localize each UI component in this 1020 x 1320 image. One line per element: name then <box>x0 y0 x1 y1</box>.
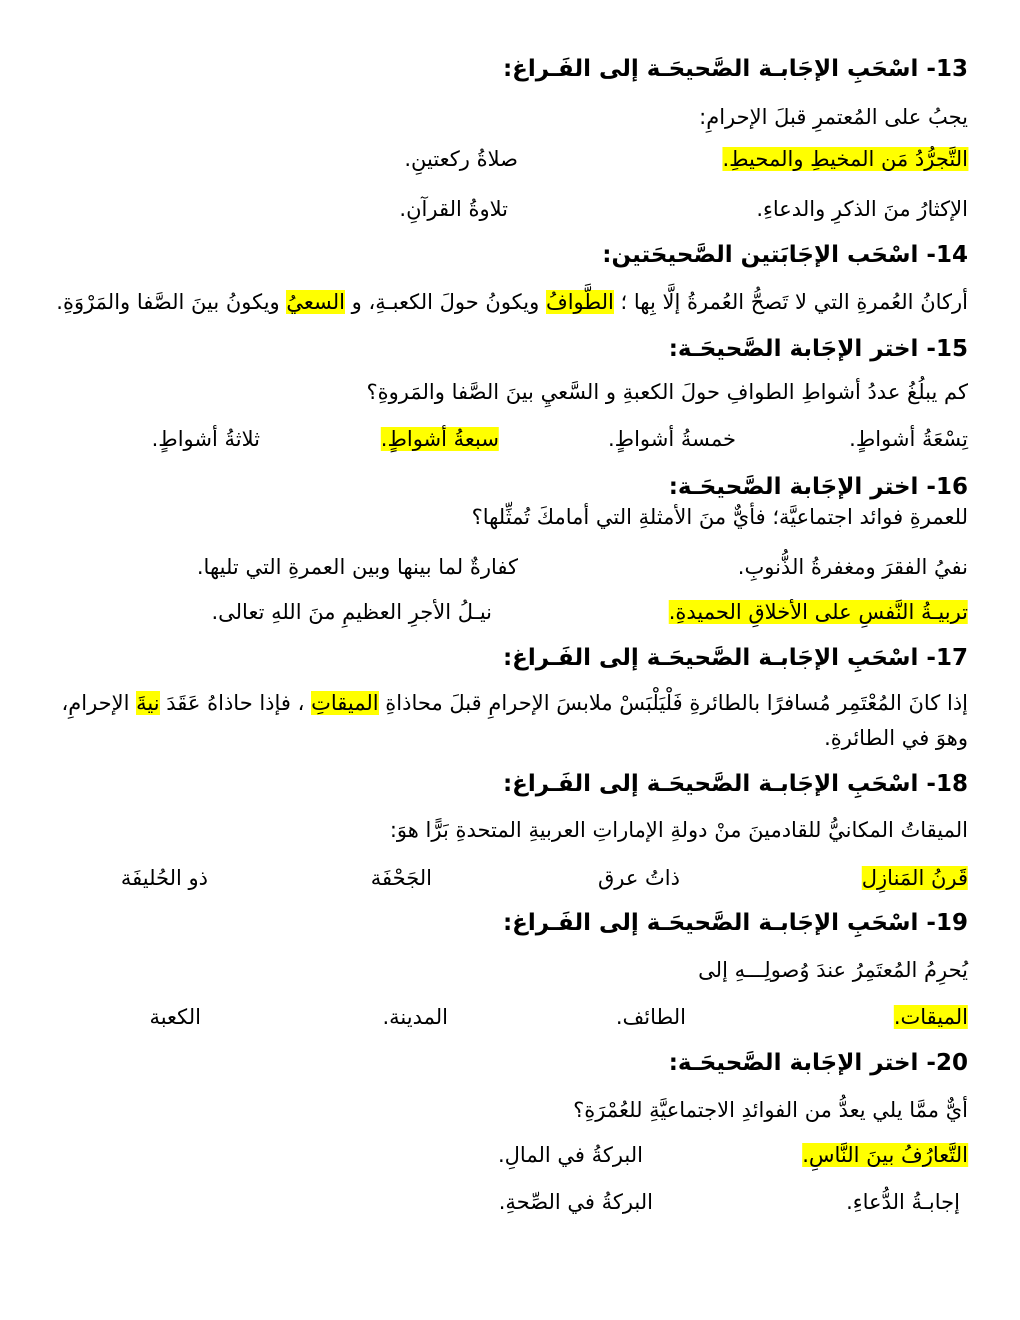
q17-answer-1[interactable]: الميقاتِ <box>311 691 379 715</box>
q15-option-2[interactable]: خمسةُ أشواطٍ. <box>608 427 736 451</box>
q18-title: 18- اسْحَبِ الإجَابـة الصَّحيحَـة إلى الفَـراغ: <box>502 771 968 797</box>
q15-option-1[interactable]: تِسْعَةُ أشواطٍ. <box>849 427 968 451</box>
q19-option-4[interactable]: الكعبة <box>149 1005 201 1029</box>
q15-option-3-correct[interactable]: سبعةُ أشواطٍ. <box>380 427 499 451</box>
q20-option-2[interactable]: البركةُ في المالِ. <box>497 1143 643 1167</box>
q19-option-1-correct[interactable]: الميقات. <box>893 1005 968 1029</box>
q14-text-1: أركانُ العُمرةِ التي لا تَصحُّ العُمرةُ إلَّا بِها ؛ <box>613 290 968 314</box>
q17-text-2: ، فإذا حاذاهُ عَقَدَ <box>159 691 312 715</box>
q13-title: 13- اسْحَبِ الإجَابـة الصَّحيحَـة إلى الفَـراغ: <box>502 56 968 82</box>
q13-stem: يجبُ على المُعتمرِ قبلَ الإحرامِ: <box>699 105 968 129</box>
q15-stem: كم يبلُغُ عددُ أشواطِ الطوافِ حولَ الكعبةِ و السَّعيِ بينَ الصَّفا والمَروةِ؟ <box>366 380 968 404</box>
q16-option-4[interactable]: نيـلُ الأجرِ العظيمِ منَ اللهِ تعالى. <box>211 600 492 624</box>
q16-option-1[interactable]: نفيُ الفقرَ ومغفرةُ الذُّنوبِ. <box>737 555 968 579</box>
q14-answer-2[interactable]: السعيُ <box>286 290 345 314</box>
q17-text-1: إذا كانَ المُعْتَمِر مُسافرًا بالطائرةِ فَلْيَلْبَسْ ملابسَ الإحرامِ قبلَ محاذاةِ <box>378 691 968 715</box>
q14-text-3: ويكونُ بينَ الصَّفا والمَرْوَةِ. <box>56 290 287 314</box>
q20-option-3[interactable]: إجابـةُ الدُّعاءِ. <box>846 1190 960 1214</box>
q19-title: 19- اسْحَبِ الإجَابـة الصَّحيحَـة إلى الفَـراغ: <box>502 910 968 936</box>
q17-text-3: الإحرامِ، وهوَ في الطائرةِ. <box>61 691 968 750</box>
q20-title: 20- اختر الإجَابة الصَّحيحَـة: <box>668 1050 968 1076</box>
q18-option-3[interactable]: الجَحْفَة <box>370 866 432 890</box>
q20-option-1-correct[interactable]: التَّعارُفُ بينَ النَّاسِ. <box>802 1143 968 1167</box>
q13-option-3[interactable]: الإكثارُ منَ الذكرِ والدعاءِ. <box>756 197 968 221</box>
q17-title: 17- اسْحَبِ الإجَابـة الصَّحيحَـة إلى الفَـراغ: <box>502 645 968 671</box>
q19-option-3[interactable]: المدينة. <box>382 1005 448 1029</box>
q18-option-4[interactable]: ذو الحُليفَة <box>120 866 208 890</box>
q17-statement <box>50 686 968 756</box>
q18-option-2[interactable]: ذاتُ عرق <box>597 866 680 890</box>
q16-option-2[interactable]: كفارةٌ لما بينها وبين العمرةِ التي تليها. <box>196 555 518 579</box>
q15-title: 15- اختر الإجَابة الصَّحيحَـة: <box>668 336 968 362</box>
q18-option-1-correct[interactable]: قَرنُ المَنازِل <box>861 866 968 890</box>
q16-title: 16- اختر الإجَابة الصَّحيحَـة: <box>668 474 968 500</box>
q13-option-2[interactable]: صلاةُ ركعتينِ. <box>404 147 518 171</box>
q18-stem: الميقاتُ المكانيُّ للقادمينَ منْ دولةِ الإماراتِ العربيةِ المتحدةِ بَرًّا هوَ: <box>389 818 968 842</box>
q19-stem: يُحرِمُ المُعتَمِرُ عندَ وُصولِـــهِ إلى <box>698 958 968 982</box>
q13-option-4[interactable]: تلاوةُ القرآنِ. <box>399 197 508 221</box>
q19-option-2[interactable]: الطائف. <box>615 1005 686 1029</box>
q14-answer-1[interactable]: الطَّوافُ <box>545 290 614 314</box>
q20-stem: أيٌّ ممَّا يلي يعدُّ من الفوائدِ الاجتماعيَّةِ للعُمْرَةِ؟ <box>573 1098 968 1122</box>
q14-text-2: ويكونُ حولَ الكعبـةِ، و <box>344 290 546 314</box>
q14-title: 14- اسْحَب الإجَابَتين الصَّحيحَتين: <box>602 242 968 268</box>
q13-option-1-correct[interactable]: التَّجرُّدُ مَن المخيطِ والمحيطِ. <box>722 147 968 171</box>
q17-answer-2[interactable]: نيةَ <box>136 691 160 715</box>
q14-statement <box>50 290 968 314</box>
q16-stem: للعمرةِ فوائد اجتماعيَّة؛ فأيٌّ منَ الأمثلةِ التي أمامكَ تُمثِّلها؟ <box>471 505 968 529</box>
q20-option-4[interactable]: البركةُ في الصِّحةِ. <box>498 1190 653 1214</box>
q16-option-3-correct[interactable]: تربيـةُ النَّفسِ على الأخلاقِ الحميدةِ. <box>668 600 968 624</box>
q15-option-4[interactable]: ثلاثةُ أشواطٍ. <box>151 427 260 451</box>
